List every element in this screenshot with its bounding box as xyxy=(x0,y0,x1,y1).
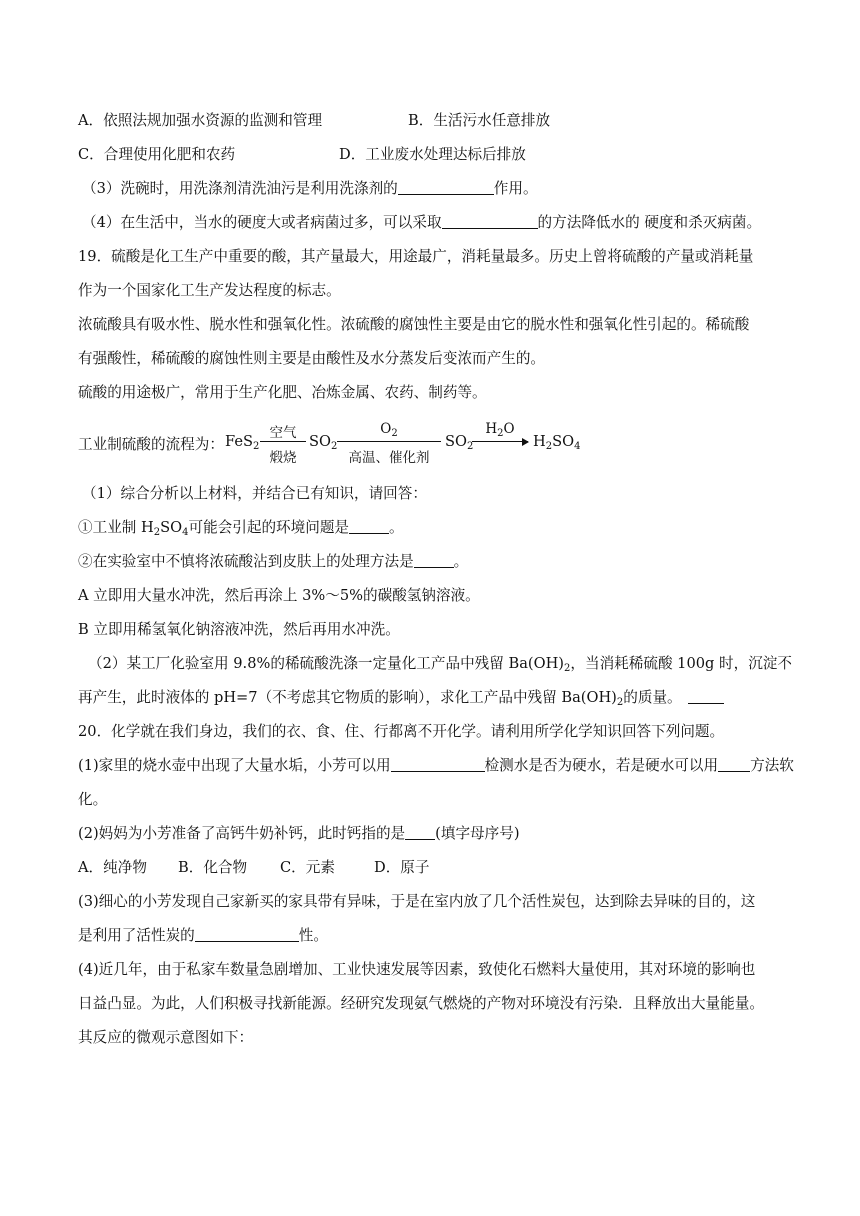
sub2-l2-tail: 的质量。 xyxy=(623,689,682,706)
q19-choice-b: B 立即用稀氢氧化钠溶液冲洗，然后再用水冲洗。 xyxy=(78,621,400,638)
q20-option-c: C．元素 xyxy=(280,859,335,876)
flow-arrow-1 xyxy=(260,418,306,466)
h2so4-sub1: 2 xyxy=(545,441,553,452)
p3-text: 是利用了活性炭的 xyxy=(78,927,195,944)
q1-sub2: 4 xyxy=(182,527,189,538)
flow-label: 工业制硫酸的流程为： xyxy=(78,436,224,453)
arrow2-condition-below: 高温、催化剂 xyxy=(348,450,430,466)
sub2-l2-text: 再产生，此时液体的 pH=7（不考虑其它物质的影响），求化工产品中残留 Ba(OH) xyxy=(78,689,617,706)
q20-part4-line1: (4)近几年，由于私家车数量急剧增加、工业快速发展等因素，致使化石燃料大量使用，其对环境的影响也 xyxy=(78,961,756,978)
q20-part3-line1: (3)细心的小芳发现自己家新买的家具带有异味，于是在室内放了几个活性炭包，达到除去异味的目的，这 xyxy=(78,893,756,910)
q20-part2 xyxy=(78,824,820,844)
q20-part1-line1 xyxy=(78,756,820,776)
flow-arrow-2 xyxy=(337,418,441,466)
q1-text: ①工业制 H xyxy=(78,519,154,536)
answer-blank[interactable] xyxy=(405,824,435,840)
q18-part3-tail: 作用。 xyxy=(493,180,538,197)
q20-part1-line2: 化。 xyxy=(78,791,108,808)
flow-so2-second xyxy=(445,433,473,450)
q20-part4-line3: 其反应的微观示意图如下： xyxy=(78,1029,254,1046)
q18-part4-tail: 的方法降低水的 硬度和杀灭病菌。 xyxy=(537,214,762,231)
q18-part3 xyxy=(82,179,820,199)
q20-option-d: D．原子 xyxy=(374,859,430,876)
arrow2-line xyxy=(337,441,441,442)
so2-subscript: 2 xyxy=(330,441,338,452)
h2so4-so: SO xyxy=(552,433,575,450)
arrow3-condition-above xyxy=(472,421,528,437)
answer-blank[interactable] xyxy=(349,518,389,534)
q19-intro-line2: 作为一个国家化工生产发达程度的标志。 xyxy=(78,282,341,299)
q18-part3-text: （3）洗碗时，用洗涤剂清洗油污是利用洗涤剂的 xyxy=(82,180,398,197)
q19-para2-line1: 浓硫酸具有吸水性、脱水性和强氧化性。浓硫酸的腐蚀性主要是由它的脱水性和强氧化性引起的。稀硫酸 xyxy=(78,316,750,333)
p1-text: (1)家里的烧水壶中出现了大量水垢，小芳可以用 xyxy=(78,757,391,774)
answer-blank[interactable] xyxy=(414,552,454,568)
p1-after: 方法软 xyxy=(750,757,794,774)
answer-blank[interactable] xyxy=(391,756,485,772)
q19-para2-line2: 有强酸性，稀硫酸的腐蚀性则主要是由酸性及水分蒸发后变浓而产生的。 xyxy=(78,350,546,367)
q20-option-a: A．纯净物 xyxy=(78,859,147,876)
q20-part3-line2 xyxy=(78,926,820,946)
q19-sub2-line2 xyxy=(78,688,820,708)
fes2-text: FeS xyxy=(225,433,253,450)
p1-mid: 检测水是否为硬水，若是硬水可以用 xyxy=(484,757,719,774)
so2b-text: SO xyxy=(445,433,467,450)
sub2-l1-subscript: 2 xyxy=(564,663,571,674)
sub2-l2-subscript: 2 xyxy=(616,697,624,708)
q1-mid: SO xyxy=(160,519,183,536)
flow-so2 xyxy=(309,433,337,450)
q19-sub1: （1）综合分析以上材料，并结合已有知识，请回答： xyxy=(82,485,427,502)
sub2-l1-text: （2）某工厂化验室用 9.8%的稀硫酸洗涤一定量化工产品中残留 Ba(OH) xyxy=(88,655,564,672)
q18-part4-text: （4）在生活中，当水的硬度大或者病菌过多，可以采取 xyxy=(82,214,442,231)
q19-sub2-line1 xyxy=(88,654,820,674)
q20-part4-line2: 日益凸显。为此，人们积极寻找新能源。经研究发现氨气燃烧的产物对环境没有污染．且释放出大量能量。 xyxy=(78,995,764,1012)
flow-h2so4 xyxy=(533,433,580,450)
so2-text: SO xyxy=(309,433,331,450)
answer-blank[interactable] xyxy=(688,688,724,704)
o2-subscript: 2 xyxy=(391,428,398,439)
q1-after: 可能会引起的环境问题是 xyxy=(188,519,350,536)
answer-blank[interactable] xyxy=(718,756,750,772)
h2o-h: H xyxy=(485,421,498,437)
arrow1-condition-below: 煅烧 xyxy=(269,450,297,466)
p2-after: (填字母序号) xyxy=(435,825,520,842)
answer-blank[interactable] xyxy=(442,213,538,229)
arrow3-line xyxy=(472,441,528,442)
q18-option-c: C．合理使用化肥和农药 xyxy=(78,146,236,163)
h2o-subscript: 2 xyxy=(497,428,504,439)
q2-text: ②在实验室中不慎将浓硫酸沾到皮肤上的处理方法是 xyxy=(78,553,414,570)
p3-after: 性。 xyxy=(298,927,328,944)
q20-option-b: B．化合物 xyxy=(178,859,248,876)
fes2-subscript: 2 xyxy=(252,441,260,452)
o2-text: O xyxy=(380,421,392,437)
q18-part4 xyxy=(82,213,820,233)
q1-end: 。 xyxy=(389,519,404,536)
flow-arrow-3 xyxy=(472,418,528,466)
q18-option-a: A．依照法规加强水资源的监测和管理 xyxy=(78,112,323,129)
q19-para3: 硫酸的用途极广，常用于生产化肥、冶炼金属、农药、制药等。 xyxy=(78,384,487,401)
arrow1-condition-above: 空气 xyxy=(269,425,297,441)
flow-fes2 xyxy=(225,433,259,450)
p2-text: (2)妈妈为小芳准备了高钙牛奶补钙，此时钙指的是 xyxy=(78,825,406,842)
q19-sub1-q1 xyxy=(78,518,820,538)
so2b-subscript: 2 xyxy=(466,441,474,452)
answer-blank[interactable] xyxy=(195,926,299,942)
q1-sub1: 2 xyxy=(153,527,161,538)
h2o-o: O xyxy=(503,421,515,437)
q19-choice-a: A 立即用大量水冲洗，然后再涂上 3%～5%的碳酸氢钠溶液。 xyxy=(78,587,480,604)
sub2-l1-tail: ，当消耗稀硫酸 100g 时，沉淀不 xyxy=(570,655,792,672)
q2-end: 。 xyxy=(453,553,469,570)
q19-intro-line1: 19．硫酸是化工生产中重要的酸，其产量最大，用途最广，消耗量最多。历史上曾将硫酸的产量或消耗量 xyxy=(78,248,754,265)
q19-sub1-q2 xyxy=(78,552,820,572)
answer-blank[interactable] xyxy=(398,179,494,195)
q18-option-d: D．工业废水处理达标后排放 xyxy=(339,146,526,163)
arrow1-line xyxy=(260,441,306,442)
q20-intro: 20．化学就在我们身边，我们的衣、食、住、行都离不开化学。请利用所学化学知识回答下列问题。 xyxy=(78,723,725,740)
arrow2-condition-above xyxy=(337,421,441,437)
h2so4-sub2: 4 xyxy=(574,441,581,452)
q18-option-b: B．生活污水任意排放 xyxy=(408,112,551,129)
h2so4-h: H xyxy=(533,433,546,450)
